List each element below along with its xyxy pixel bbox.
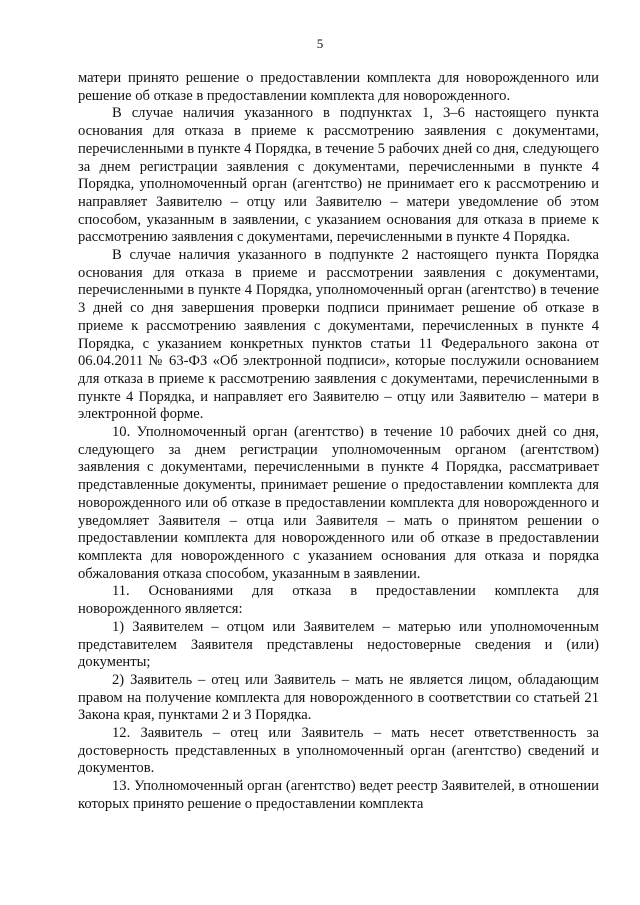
paragraph: 12. Заявитель – отец или Заявитель – мать несет ответственность за достоверность представленных в уполномоченный орган (агентство) сведений и документов. — [78, 725, 599, 777]
paragraph: 11. Основаниями для отказа в предоставлении комплекта для новорожденного является: — [78, 583, 599, 618]
paragraph: В случае наличия указанного в подпунктах 1, 3–6 настоящего пункта основания для отказа в приеме к рассмотрению заявления с документами, перечисленными в пункте 4 Порядка, в течение 5 рабочих дней со дня, следующего за днем регистрации заявления с документами, перечисленными в пункте 4 Порядка, уполномоченный орган (агентство) не принимает его к рассмотрению и направляет Заявителю – отцу или Заявителю – матери уведомление об этом способом, указанным в заявлении, с указанием основания для отказа в приеме к рассмотрению заявления с документами, перечисленными в пункте 4 Порядка. — [78, 105, 599, 246]
paragraph: В случае наличия указанного в подпункте 2 настоящего пункта Порядка основания для отказа в приеме и рассмотрении заявления с документами, перечисленными в пункте 4 Порядка, уполномоченный орган (агентство) в течение 3 дней со дня завершения проверки подписи принимает решение об отказе в приеме к рассмотрению заявления с документами, перечисленных в пункте 4 Порядка, с указанием конкретных пунктов статьи 11 Федерального закона от 06.04.2011 № 63-ФЗ «Об электронной подписи», которые послужили основанием для отказа в приеме к рассмотрению заявления с документами, перечисленными в пункте 4 Порядка, и направляет его Заявителю – отцу или Заявителю – матери в электронной форме. — [78, 247, 599, 423]
list-item: 1) Заявителем – отцом или Заявителем – матерью или уполномоченным представителем Заявителя представлены недостоверные сведения и (или) документы; — [78, 618, 599, 671]
paragraph: матери принято решение о предоставлении комплекта для новорожденного или решение об отказе в предоставлении комплекта для новорожденного. — [78, 70, 599, 104]
page-number: 5 — [316, 36, 324, 51]
paragraph: 10. Уполномоченный орган (агентство) в течение 10 рабочих дней со дня, следующего за днем регистрации уполномоченным органом (агентством) заявления с документами, перечисленными в пункте 4 Порядка, рассматривает представленные документы, принимает решение о предоставлении комплекта для новорожденного или об отказе в предоставлении комплекта для новорожденного и уведомляет Заявителя – отца или Заявителя – мать о принятом решении о предоставлении комплекта для новорожденного или об отказе в предоставлении комплекта для новорожденного с указанием основания для отказа и порядка обжалования отказа способом, указанным в заявлении. — [78, 424, 599, 582]
document-body — [78, 70, 599, 814]
paragraph: 13. Уполномоченный орган (агентство) ведет реестр Заявителей, в отношении которых принято решение о предоставлении комплекта — [78, 778, 599, 812]
list-item: 2) Заявитель – отец или Заявитель – мать не является лицом, обладающим правом на получение комплекта для новорожденного в соответствии со статьей 21 Закона края, пунктами 2 и 3 Порядка. — [78, 671, 599, 724]
